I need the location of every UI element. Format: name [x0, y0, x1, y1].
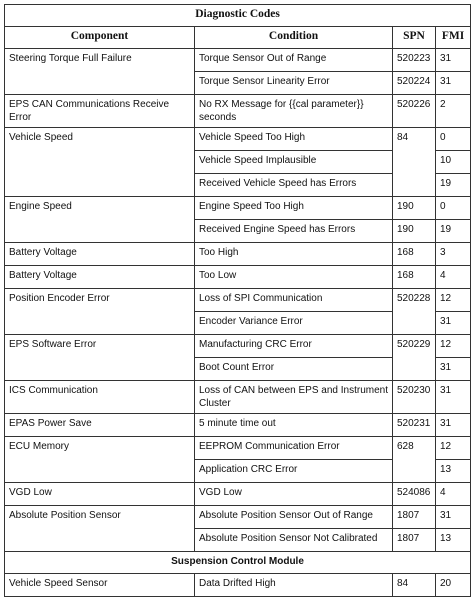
table-row — [5, 414, 471, 437]
table-row — [5, 506, 471, 529]
fmi-cell: 19 — [436, 174, 471, 197]
table-header-row — [5, 27, 471, 49]
condition-cell: Manufacturing CRC Error — [195, 335, 393, 358]
spn-cell: 520224 — [393, 72, 436, 95]
fmi-cell: 31 — [436, 72, 471, 95]
spn-cell: 520226 — [393, 95, 436, 128]
condition-cell: Received Vehicle Speed has Errors — [195, 174, 393, 197]
spn-cell: 1807 — [393, 506, 436, 529]
header-fmi: FMI — [436, 27, 471, 49]
spn-cell: 190 — [393, 220, 436, 243]
table-row — [5, 574, 471, 597]
fmi-cell: 4 — [436, 266, 471, 289]
fmi-cell: 0 — [436, 197, 471, 220]
component-cell: VGD Low — [5, 483, 195, 506]
spn-cell: 520231 — [393, 414, 436, 437]
condition-cell: Engine Speed Too High — [195, 197, 393, 220]
condition-cell: Loss of SPI Communication — [195, 289, 393, 312]
condition-cell: Torque Sensor Out of Range — [195, 49, 393, 72]
component-cell: EPS CAN Communications Receive Error — [5, 95, 195, 128]
fmi-cell: 20 — [436, 574, 471, 597]
spn-cell: 520228 — [393, 289, 436, 335]
condition-cell: Boot Count Error — [195, 358, 393, 381]
component-cell: Battery Voltage — [5, 266, 195, 289]
spn-cell: 168 — [393, 266, 436, 289]
fmi-cell: 31 — [436, 312, 471, 335]
condition-cell: EEPROM Communication Error — [195, 437, 393, 460]
table-body — [5, 49, 471, 552]
table-row — [5, 335, 471, 358]
component-cell: EPS Software Error — [5, 335, 195, 381]
component-cell: Engine Speed — [5, 197, 195, 243]
spn-cell: 524086 — [393, 483, 436, 506]
component-cell: Steering Torque Full Failure — [5, 49, 195, 95]
fmi-cell: 3 — [436, 243, 471, 266]
diagnostic-codes-table — [4, 4, 471, 597]
component-cell: ICS Communication — [5, 381, 195, 414]
table-row — [5, 483, 471, 506]
table-row — [5, 243, 471, 266]
spn-cell: 1807 — [393, 529, 436, 552]
condition-cell: Vehicle Speed Implausible — [195, 151, 393, 174]
fmi-cell: 13 — [436, 460, 471, 483]
fmi-cell: 2 — [436, 95, 471, 128]
fmi-cell: 12 — [436, 289, 471, 312]
fmi-cell: 31 — [436, 358, 471, 381]
component-cell: Battery Voltage — [5, 243, 195, 266]
spn-cell: 520223 — [393, 49, 436, 72]
table-row — [5, 95, 471, 128]
fmi-cell: 12 — [436, 335, 471, 358]
condition-cell: Absolute Position Sensor Not Calibrated — [195, 529, 393, 552]
fmi-cell: 31 — [436, 381, 471, 414]
spn-cell: 190 — [393, 197, 436, 220]
component-cell: Absolute Position Sensor — [5, 506, 195, 552]
fmi-cell: 19 — [436, 220, 471, 243]
table-row — [5, 381, 471, 414]
component-cell: Position Encoder Error — [5, 289, 195, 335]
spn-cell: 520230 — [393, 381, 436, 414]
spn-cell: 84 — [393, 128, 436, 197]
condition-cell: Vehicle Speed Too High — [195, 128, 393, 151]
fmi-cell: 10 — [436, 151, 471, 174]
diagnostic-codes-document — [4, 4, 470, 597]
condition-cell: Absolute Position Sensor Out of Range — [195, 506, 393, 529]
condition-cell: 5 minute time out — [195, 414, 393, 437]
fmi-cell: 13 — [436, 529, 471, 552]
table-row — [5, 289, 471, 312]
header-condition: Condition — [195, 27, 393, 49]
table-row — [5, 197, 471, 220]
section-title: Suspension Control Module — [5, 552, 471, 574]
spn-cell: 628 — [393, 437, 436, 483]
spn-cell: 84 — [393, 574, 436, 597]
condition-cell: Received Engine Speed has Errors — [195, 220, 393, 243]
table-title-row — [5, 5, 471, 27]
fmi-cell: 0 — [436, 128, 471, 151]
condition-cell: Torque Sensor Linearity Error — [195, 72, 393, 95]
spn-cell: 168 — [393, 243, 436, 266]
condition-cell: Too Low — [195, 266, 393, 289]
table-row — [5, 49, 471, 72]
condition-cell: Loss of CAN between EPS and Instrument Cluster — [195, 381, 393, 414]
table-row — [5, 266, 471, 289]
component-cell: Vehicle Speed Sensor — [5, 574, 195, 597]
condition-cell: Too High — [195, 243, 393, 266]
condition-cell: VGD Low — [195, 483, 393, 506]
component-cell: EPAS Power Save — [5, 414, 195, 437]
condition-cell: Data Drifted High — [195, 574, 393, 597]
component-cell: Vehicle Speed — [5, 128, 195, 197]
condition-cell: Encoder Variance Error — [195, 312, 393, 335]
table-row — [5, 128, 471, 151]
table-body-suspension — [5, 552, 471, 597]
table-title: Diagnostic Codes — [5, 5, 471, 27]
component-cell: ECU Memory — [5, 437, 195, 483]
fmi-cell: 31 — [436, 506, 471, 529]
header-spn: SPN — [393, 27, 436, 49]
condition-cell: No RX Message for {{cal parameter}} seconds — [195, 95, 393, 128]
fmi-cell: 31 — [436, 414, 471, 437]
table-row — [5, 437, 471, 460]
fmi-cell: 4 — [436, 483, 471, 506]
fmi-cell: 12 — [436, 437, 471, 460]
spn-cell: 520229 — [393, 335, 436, 381]
condition-cell: Application CRC Error — [195, 460, 393, 483]
header-component: Component — [5, 27, 195, 49]
fmi-cell: 31 — [436, 49, 471, 72]
section-header-row — [5, 552, 471, 574]
